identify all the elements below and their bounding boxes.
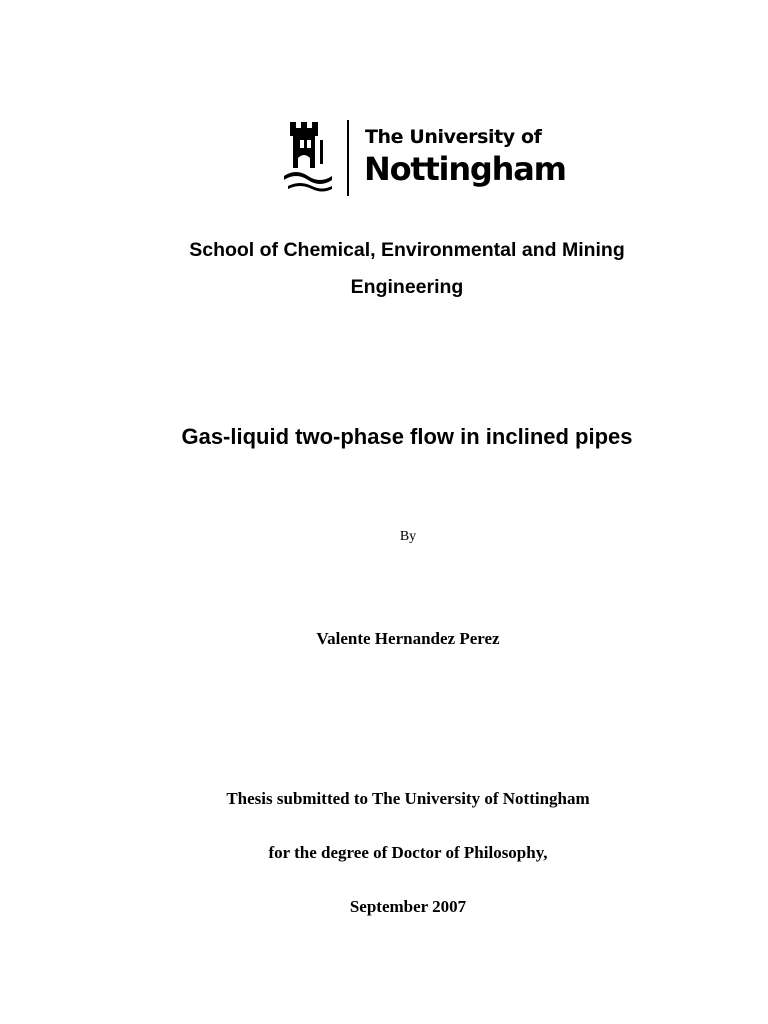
submission-date: September 2007 [349, 897, 467, 916]
logo-divider [347, 120, 349, 196]
author-name: Valente Hernandez Perez [316, 629, 500, 648]
logo-text-line2: Nottingham [364, 150, 566, 188]
thesis-title: Gas-liquid two-phase flow in inclined pipes [181, 424, 633, 449]
degree-statement: for the degree of Doctor of Philosophy, [268, 843, 548, 862]
submission-statement: Thesis submitted to The University of Nottingham [226, 789, 590, 808]
school-name-line1: School of Chemical, Environmental and Mining [189, 239, 625, 261]
school-name [140, 232, 674, 306]
by-label: By [399, 529, 417, 544]
school-name-line2: Engineering [350, 276, 464, 298]
university-logo [282, 118, 566, 198]
castle-crest-icon [282, 118, 336, 194]
logo-text-line1: The University of [365, 126, 542, 148]
